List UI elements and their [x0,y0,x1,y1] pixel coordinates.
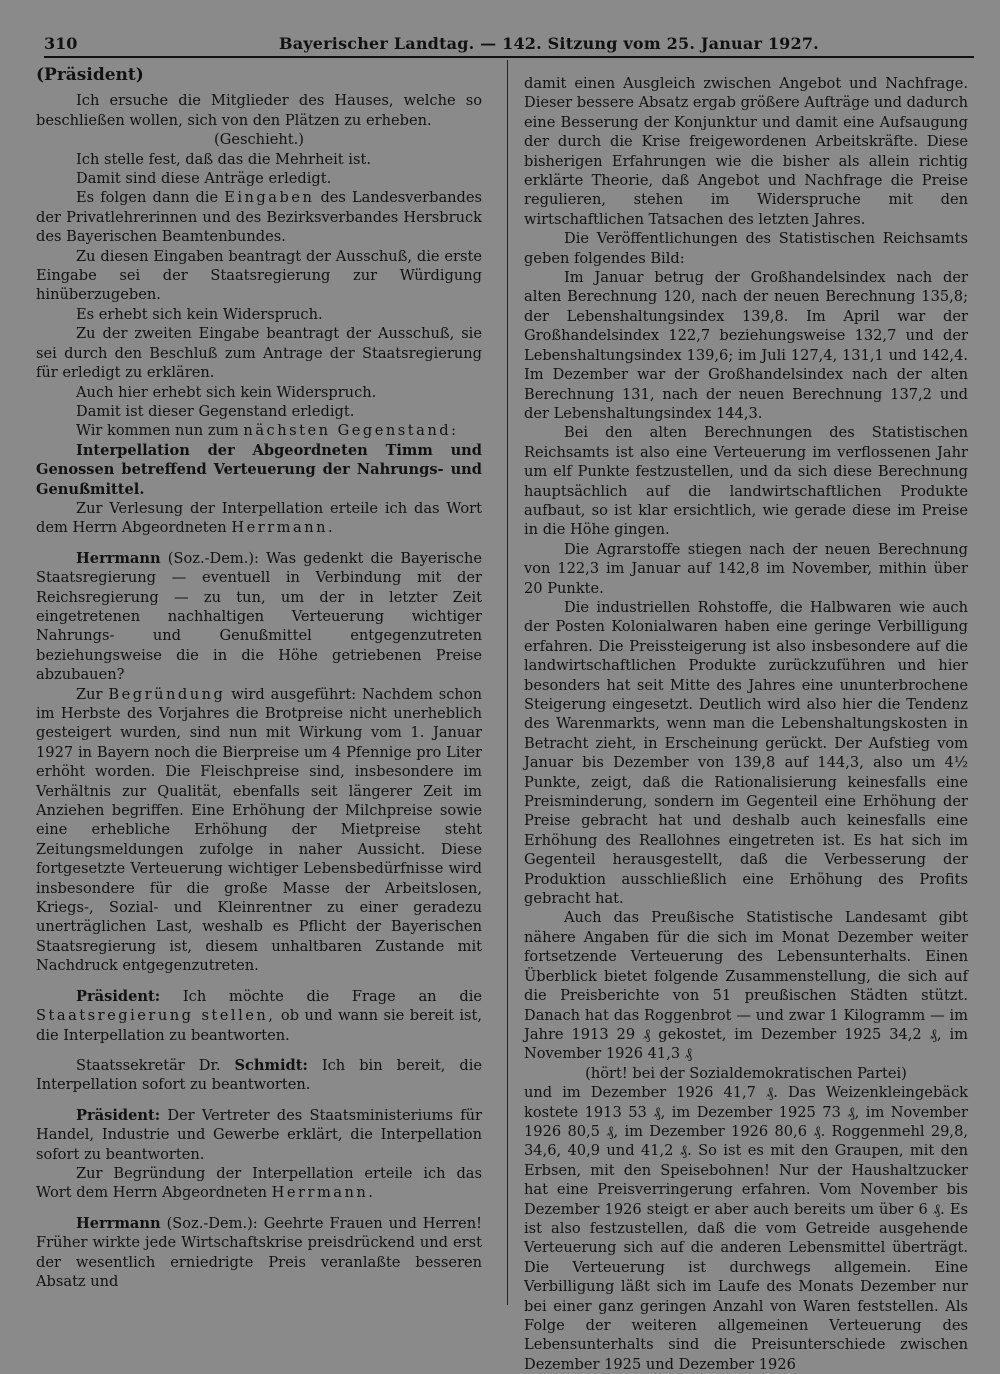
text: Zur Begründung der Interpellation erteile ich das Wort dem Herrn Abgeordneten [36,1164,482,1202]
interjection: (hört! bei der Sozialdemokratischen Partei) [585,1064,907,1082]
paragraph: Zu diesen Eingaben beantragt der Ausschuß, die erste Eingabe sei der Staatsregierung zur Würdigung hinüberzugeben. [36,247,482,304]
speaker-heading: (Präsident) [36,65,144,85]
text: Es folgen dann die [76,189,219,207]
speech-paragraph [36,987,482,1045]
text: Ich möchte die Frage an die [182,987,482,1005]
text: Zur Verlesung der Interpellation erteile ich das Wort dem Herrn Abgeordneten [36,499,482,537]
stage-note: (Geschieht.) [214,131,304,149]
paragraph: Zu der zweiten Eingabe beantragt der Ausschuß, sie sei durch den Beschluß zum Antrage der Staatsregierung für erledigt zu erklären. [36,325,482,382]
paragraph: Die Agrarstoffe stiegen nach der neuen Berechnung von 122,3 im Januar auf 142,8 im November, mithin über 20 Punkte. [524,540,968,597]
speaker-name: Schmidt: [234,1056,308,1074]
text: wird ausgeführt: Nachdem schon im Herbste des Vorjahres die Brotpreise nicht unerheblich gesteigert wurden, sind nun mit Wirkung vom 1. Januar 1927 in Bayern noch die Bierpreise um 4 Pfennige pro Liter erhöht worden. Die Fleischpreise sind, insbesondere im Verhältnis zur Qualität, ebenfalls seit längerer Zeit im Anziehen begriffen. Eine Erhöhung der Milchpreise sowie eine erhebliche Erhöhung der Mietpreise steht Zeitungsmeldungen zufolge in naher Aussicht. Diese fortgesetzte Verteuerung wichtiger Lebensbedürfnisse wird insbesondere für die große Masse der Arbeitslosen, Kriegs-, Sozial- und Kleinrentner zu einer geradezu unerträglichen Last, weshalb es Pflicht der Bayerischen Staatsregierung ist, diesem unhaltbaren Zustande mit Nachdruck entgegenzutreten. [36,685,483,975]
paragraph: Bei den alten Berechnungen des Statistischen Reichsamts ist also eine Verteuerung im verflossenen Jahr um elf Punkte festzustellen, und da sich diese Berechnung hauptsächlich auf die landwirtschaftlichen Produkte aufbaut, so ist klar ersichtlich, wie gerade diese im Preise in die Höhe gingen. [524,424,968,539]
text: (Soz.-Dem.): Geehrte Frauen und Herren! Früher wirkte jede Wirtschaftskrise preisdrückend und erst der wesentlich erniedrigte Preis veranlaßte besseren Absatz und [36,1214,483,1290]
text: Zur [76,685,103,703]
paragraph: und im Dezember 1926 41,7 ₰. Das Weizenkleingebäck kostete 1913 53 ₰, im Dezember 1925 73 ₰, im November 1926 80,5 ₰, im Dezember 1926 80,6 ₰. Roggenmehl 29,8, 34,6, 40,9 und 41,2 ₰. So ist es mit den Graupen, mit den Erbsen, mit den Speisebohnen! Nur der Haushaltzucker hat eine Preisverringerung erfahren. Vom November bis Dezember 1926 steigt er aber auch bereits um über 6 ₰. Es ist also festzustellen, daß die vom Getreide ausgehende Verteuerung sich auf die anderen Lebensmittel überträgt. Die Verteuerung ist durchwegs allgemein. Eine Verbilligung läßt sich im Laufe des Monats Dezember nur bei einer ganz geringen Anzahl von Waren feststellen. Als Folge der weiteren allgemeinen Verteuerung des Lebensunterhalts sind die Preisunterschiede zwischen Dezember 1925 und Dezember 1926 [524,1084,968,1373]
interpellation-title: Interpellation der Abgeordneten Timm und Genossen betreffend Verteuerung der Nahrungs- und Genußmittel. [36,441,482,498]
paragraph: Die industriellen Rohstoffe, die Halbwaren wie auch der Posten Kolonialwaren haben eine geringe Verbilligung erfahren. Die Preissteigerung ist also insbesondere auf die landwirtschaftlichen Produkte zurückzuführen und hier besonders hat seit Mitte des Jahres eine ununterbrochene Steigerung eingesetzt. Deutlich wird also hier die Tendenz des Warenmarkts, wenn man die Lebenshaltungskosten in Betracht zieht, in Erscheinung gerückt. Der Aufstieg vom Januar bis Dezember von 139,8 auf 144,3, also um 4½ Punkte, zeigt, daß die Rationalisierung keinesfalls eine Preisminderung, sondern im Gegenteil eine Erhöhung der Preise gebracht hat und deshalb auch keinesfalls eine Erhöhung des Reallohnes eingetreten ist. Es hat sich im Gegenteil herausgestellt, daß die Verbesserung der Produktion ausschließlich eine Erhöhung des Profits gebracht hat. [524,598,968,908]
paragraph: Im Januar betrug der Großhandelsindex nach der alten Berechnung 120, nach der neuen Berechnung 135,8; der Lebenshaltungsindex 139,8. Im April war der Großhandelsindex 122,7 beziehungsweise 132,7 und der Lebenshaltungsindex 139,6; im Juli 127,4, 131,1 und 142,4. Im Dezember war der Großhandelsindex nach der alten Berechnung 131, nach der neuen Berechnung 137,2 und der Lebenshaltungsindex 144,3. [524,269,968,422]
spaced-text: nächsten Gegenstand: [243,422,459,440]
paragraph [36,188,482,246]
spaced-text: Herrmann. [271,1184,376,1202]
paragraph: Damit ist dieser Gegenstand erledigt. [76,402,355,420]
spaced-text: Staatsregierung stellen, [36,1007,276,1025]
text: Der Vertreter des Staatsministeriums für Handel, Industrie und Gewerbe erklärt, die Interpellation sofort zu beantworten. [36,1106,482,1163]
text: Wir kommen nun zum [76,422,239,440]
paragraph [36,421,482,440]
speaker-name: Präsident: [76,987,161,1005]
text: (Soz.-Dem.): Was gedenkt die Bayerische Staatsregierung — eventuell in Verbindung mit der Reichsregierung — zu tun, um der in letzter Zeit eingetretenen nachhaltigen Verteuerung wichtiger Nahrungs- und Genußmittel entgegenzutreten beziehungsweise die in die Höhe getriebenen Preise abzubauen? [36,549,483,684]
running-title: Bayerischer Landtag. — 142. Sitzung vom 25. Januar 1927. [279,34,819,53]
speaker-name: Herrmann [76,549,161,567]
spaced-text: Herrmann. [231,519,336,537]
text: Staatssekretär Dr. [76,1056,221,1074]
speech-paragraph [36,1214,482,1292]
speaker-name: Herrmann [76,1214,161,1232]
paragraph: Ich stelle fest, daß das die Mehrheit ist. [76,150,371,168]
text: ob und wann sie bereit ist, die Interpellation zu beantworten. [36,1007,482,1044]
paragraph: Die Veröffentlichungen des Statistischen Reichsamts geben folgendes Bild: [524,230,968,267]
speaker-name: Präsident: [76,1106,161,1124]
right-column [524,74,968,1374]
paragraph: Auch das Preußische Statistische Landesamt gibt nähere Angaben für die sich im Monat Dezember weiter fortsetzende Verteuerung des Lebensunterhalts. Einen Überblick bietet folgende Zusammenstellung, die sich auf die Preisberichte von 51 preußischen Städten stützt. Danach hat das Roggenbrot — und zwar 1 Kilogramm — im Jahre 1913 29 ₰ gekostet, im Dezember 1925 34,2 ₰, im November 1926 41,3 ₰ [524,909,968,1063]
paragraph [36,499,482,538]
left-column [36,66,482,1291]
paragraph [36,685,482,976]
column-divider [507,60,508,1305]
text: des Landesverbandes der Privatlehrerinnen und des Bezirksverbandes Hersbruck des Bayerischen Beamtenbundes. [36,189,483,246]
paragraph: Damit sind diese Anträge erledigt. [76,170,332,188]
speech-paragraph [36,1056,482,1095]
spaced-text: Begründung [108,685,226,703]
text: Ich bin bereit, die Interpellation sofort zu beantworten. [36,1056,483,1094]
paragraph: Es erhebt sich kein Widerspruch. [76,305,323,323]
paragraph [36,1164,482,1203]
speech-paragraph [36,549,482,685]
speech-paragraph [36,1106,482,1164]
paragraph: Ich ersuche die Mitglieder des Hauses, welche so beschließen wollen, sich von den Plätzen zu erheben. [36,92,482,129]
page-header [44,34,944,56]
spaced-text: Eingaben [224,189,315,207]
paragraph: Auch hier erhebt sich kein Widerspruch. [76,383,377,401]
paragraph: damit einen Ausgleich zwischen Angebot und Nachfrage. Dieser bessere Absatz ergab größere Aufträge und dadurch eine Besserung der Konjunktur und damit eine Aufsaugung der durch die Krise freigewordenen Arbeitskräfte. Diese bisherigen Erfahrungen wie die bisher als allein richtig erklärte Theorie, daß Angebot und Nachfrage die Preise regulieren, stehen im Widerspruche mit den wirtschaftlichen Tatsachen des letzten Jahres. [524,75,968,228]
page-number: 310 [44,34,78,53]
header-rule [44,56,974,58]
